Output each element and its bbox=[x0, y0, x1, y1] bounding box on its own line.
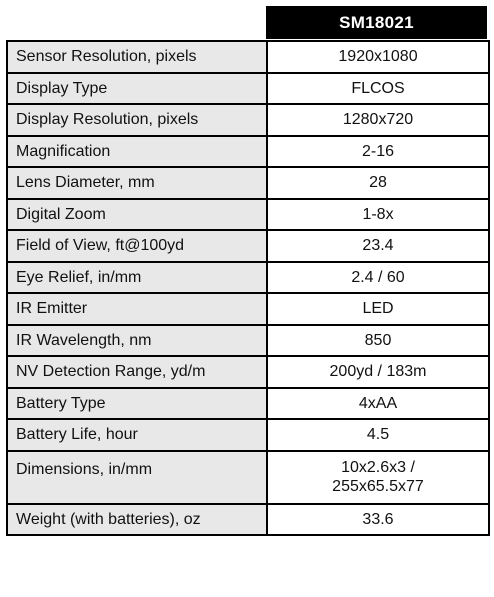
row-label: NV Detection Range, yd/m bbox=[7, 356, 267, 388]
row-value: 4.5 bbox=[267, 419, 489, 451]
model-header: SM18021 bbox=[266, 6, 487, 39]
row-label: Dimensions, in/mm bbox=[7, 451, 267, 504]
row-label: Digital Zoom bbox=[7, 199, 267, 231]
table-row bbox=[7, 451, 489, 504]
row-value: 850 bbox=[267, 325, 489, 357]
table-row bbox=[7, 293, 489, 325]
row-label: Battery Life, hour bbox=[7, 419, 267, 451]
table-row bbox=[7, 230, 489, 262]
spec-table bbox=[6, 40, 490, 536]
row-value: 2.4 / 60 bbox=[267, 262, 489, 294]
table-row bbox=[7, 262, 489, 294]
row-value: 4xAA bbox=[267, 388, 489, 420]
row-label: Field of View, ft@100yd bbox=[7, 230, 267, 262]
table-row bbox=[7, 388, 489, 420]
row-label: Magnification bbox=[7, 136, 267, 168]
row-label: Battery Type bbox=[7, 388, 267, 420]
row-label: Sensor Resolution, pixels bbox=[7, 41, 267, 73]
row-value: 200yd / 183m bbox=[267, 356, 489, 388]
row-label: Lens Diameter, mm bbox=[7, 167, 267, 199]
table-row bbox=[7, 167, 489, 199]
row-value: 1280x720 bbox=[267, 104, 489, 136]
row-label: Weight (with batteries), oz bbox=[7, 504, 267, 536]
row-value: 28 bbox=[267, 167, 489, 199]
table-row bbox=[7, 41, 489, 73]
table-row bbox=[7, 73, 489, 105]
row-label: IR Wavelength, nm bbox=[7, 325, 267, 357]
row-value-line: 10x2.6x3 / bbox=[341, 458, 415, 476]
table-row bbox=[7, 325, 489, 357]
table-row bbox=[7, 104, 489, 136]
row-value: LED bbox=[267, 293, 489, 325]
table-row bbox=[7, 199, 489, 231]
row-label: Eye Relief, in/mm bbox=[7, 262, 267, 294]
row-label: Display Resolution, pixels bbox=[7, 104, 267, 136]
row-value-line: 255x65.5x77 bbox=[332, 478, 424, 495]
row-value: 2-16 bbox=[267, 136, 489, 168]
table-row bbox=[7, 504, 489, 536]
row-value: 23.4 bbox=[267, 230, 489, 262]
table-row bbox=[7, 136, 489, 168]
row-value: 1-8x bbox=[267, 199, 489, 231]
row-value: 33.6 bbox=[267, 504, 489, 536]
row-value: FLCOS bbox=[267, 73, 489, 105]
row-label: Display Type bbox=[7, 73, 267, 105]
row-value bbox=[267, 451, 489, 504]
row-value: 1920x1080 bbox=[267, 41, 489, 73]
row-label: IR Emitter bbox=[7, 293, 267, 325]
table-row bbox=[7, 356, 489, 388]
table-row bbox=[7, 419, 489, 451]
